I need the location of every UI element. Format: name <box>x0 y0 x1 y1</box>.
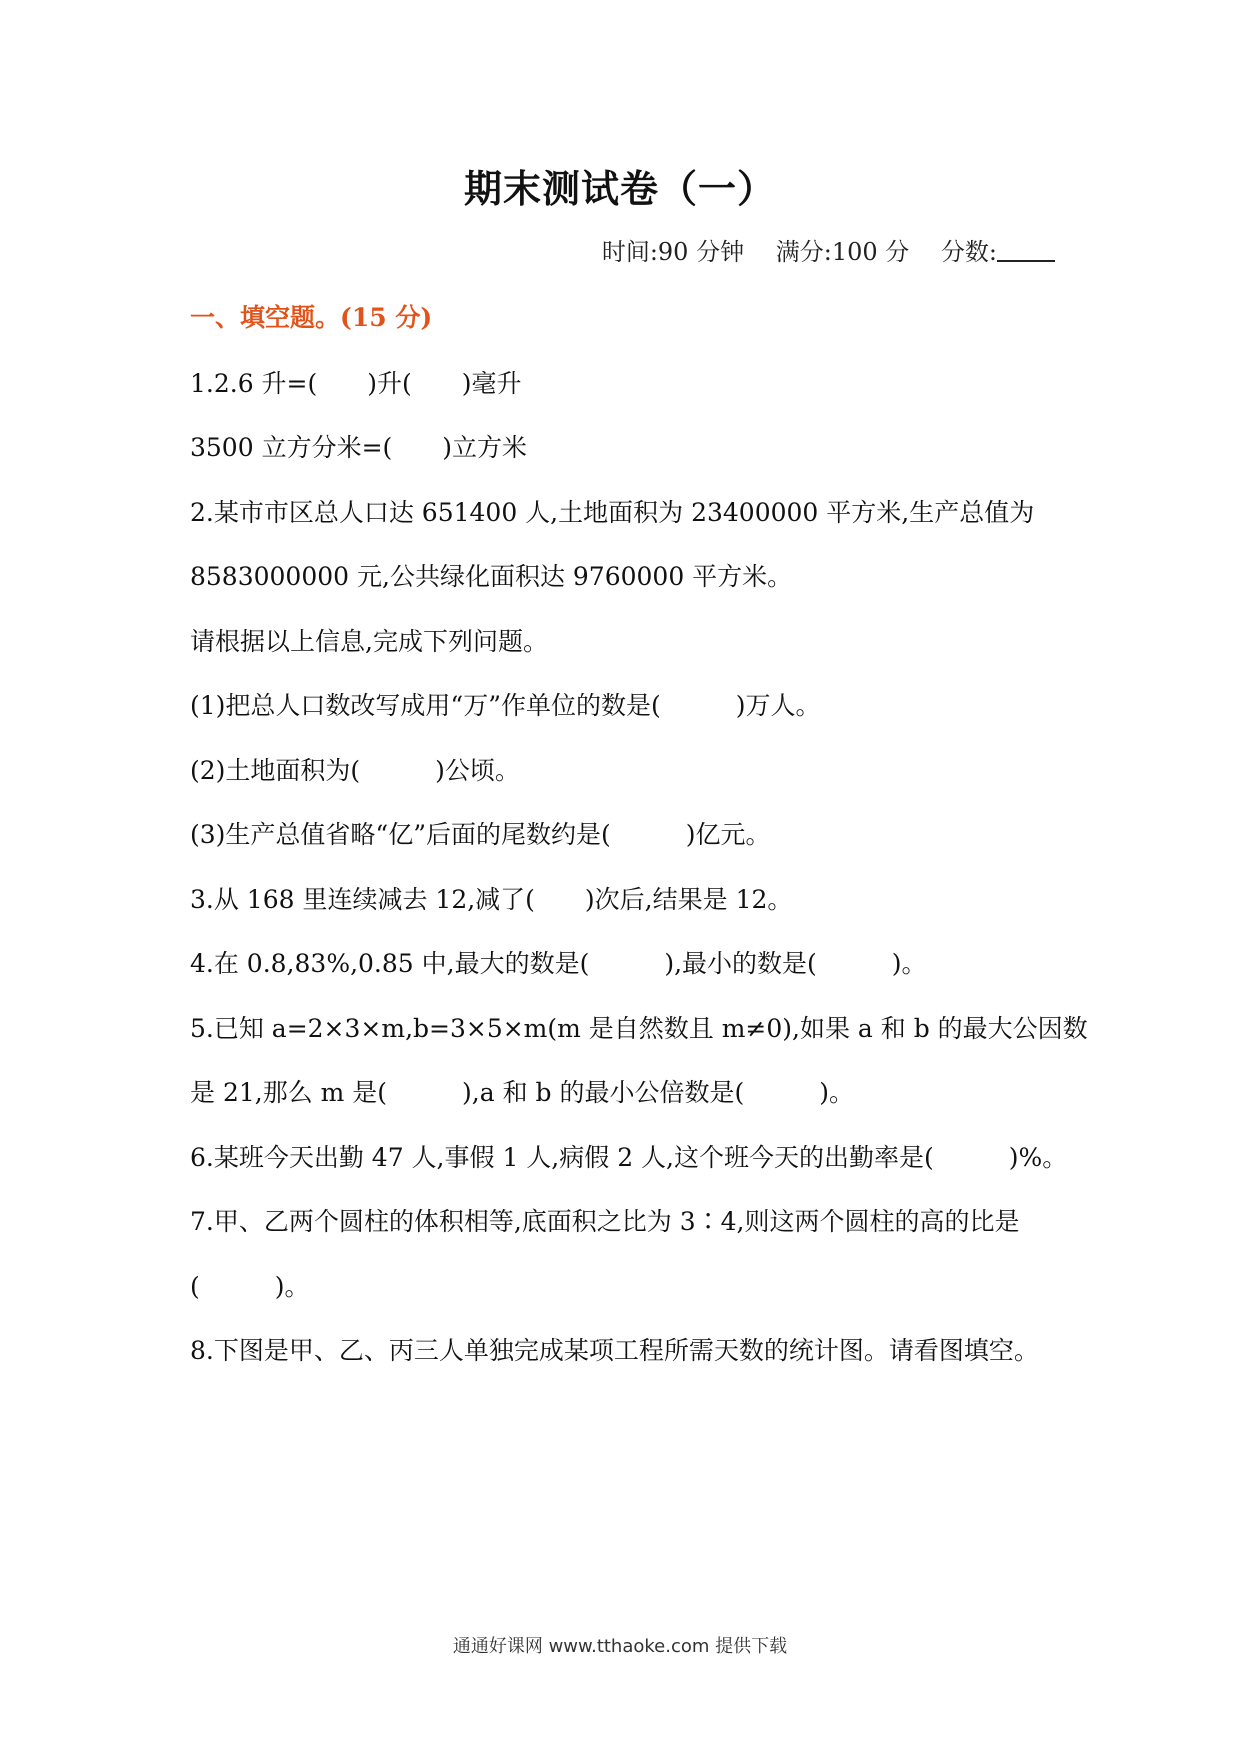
page-title: 期末测试卷（一） <box>463 166 776 211</box>
full-score: 满分:100 分 <box>775 238 910 266</box>
question-line: (2)土地面积为( )公顷。 <box>190 756 520 785</box>
question-line: 6.某班今天出勤 47 人,事假 1 人,病假 2 人,这个班今天的出勤率是( )%。 <box>190 1143 1068 1172</box>
question-line: 7.甲、乙两个圆柱的体积相等,底面积之比为 3∶4,则这两个圆柱的高的比是 <box>190 1207 1020 1236</box>
question-line: 3.从 168 里连续减去 12,减了( )次后,结果是 12。 <box>190 885 793 914</box>
question-line: (1)把总人口数改写成用“万”作单位的数是( )万人。 <box>190 691 821 720</box>
question-line: 3500 立方分米=( )立方米 <box>190 433 528 462</box>
question-line: (3)生产总值省略“亿”后面的尾数约是( )亿元。 <box>190 820 771 849</box>
score-blank <box>997 240 1055 262</box>
score-label: 分数: <box>940 238 997 266</box>
question-line: ( )。 <box>190 1272 310 1301</box>
question-line: 是 21,那么 m 是( ),a 和 b 的最小公倍数是( )。 <box>190 1078 855 1107</box>
question-line: 8.下图是甲、乙、丙三人单独完成某项工程所需天数的统计图。请看图填空。 <box>190 1336 1039 1365</box>
question-line: 请根据以上信息,完成下列问题。 <box>190 627 548 656</box>
question-line: 4.在 0.8,83%,0.85 中,最大的数是( ),最小的数是( )。 <box>190 949 927 978</box>
question-line: 1.2.6 升=( )升( )毫升 <box>190 369 522 398</box>
question-line: 2.某市市区总人口达 651400 人,土地面积为 23400000 平方米,生产总值为 <box>190 498 1035 527</box>
question-line: 8583000000 元,公共绿化面积达 9760000 平方米。 <box>190 562 793 591</box>
question-line: 5.已知 a=2×3×m,b=3×5×m(m 是自然数且 m≠0),如果 a 和 b 的最大公因数 <box>190 1014 1088 1043</box>
time-limit: 时间:90 分钟 <box>601 238 745 266</box>
page-footer: 通通好课网 www.tthaoke.com 提供下载 <box>452 1636 788 1657</box>
section-heading-fill-blank: 一、填空题。(15 分) <box>190 303 433 332</box>
exam-meta <box>578 232 1055 267</box>
